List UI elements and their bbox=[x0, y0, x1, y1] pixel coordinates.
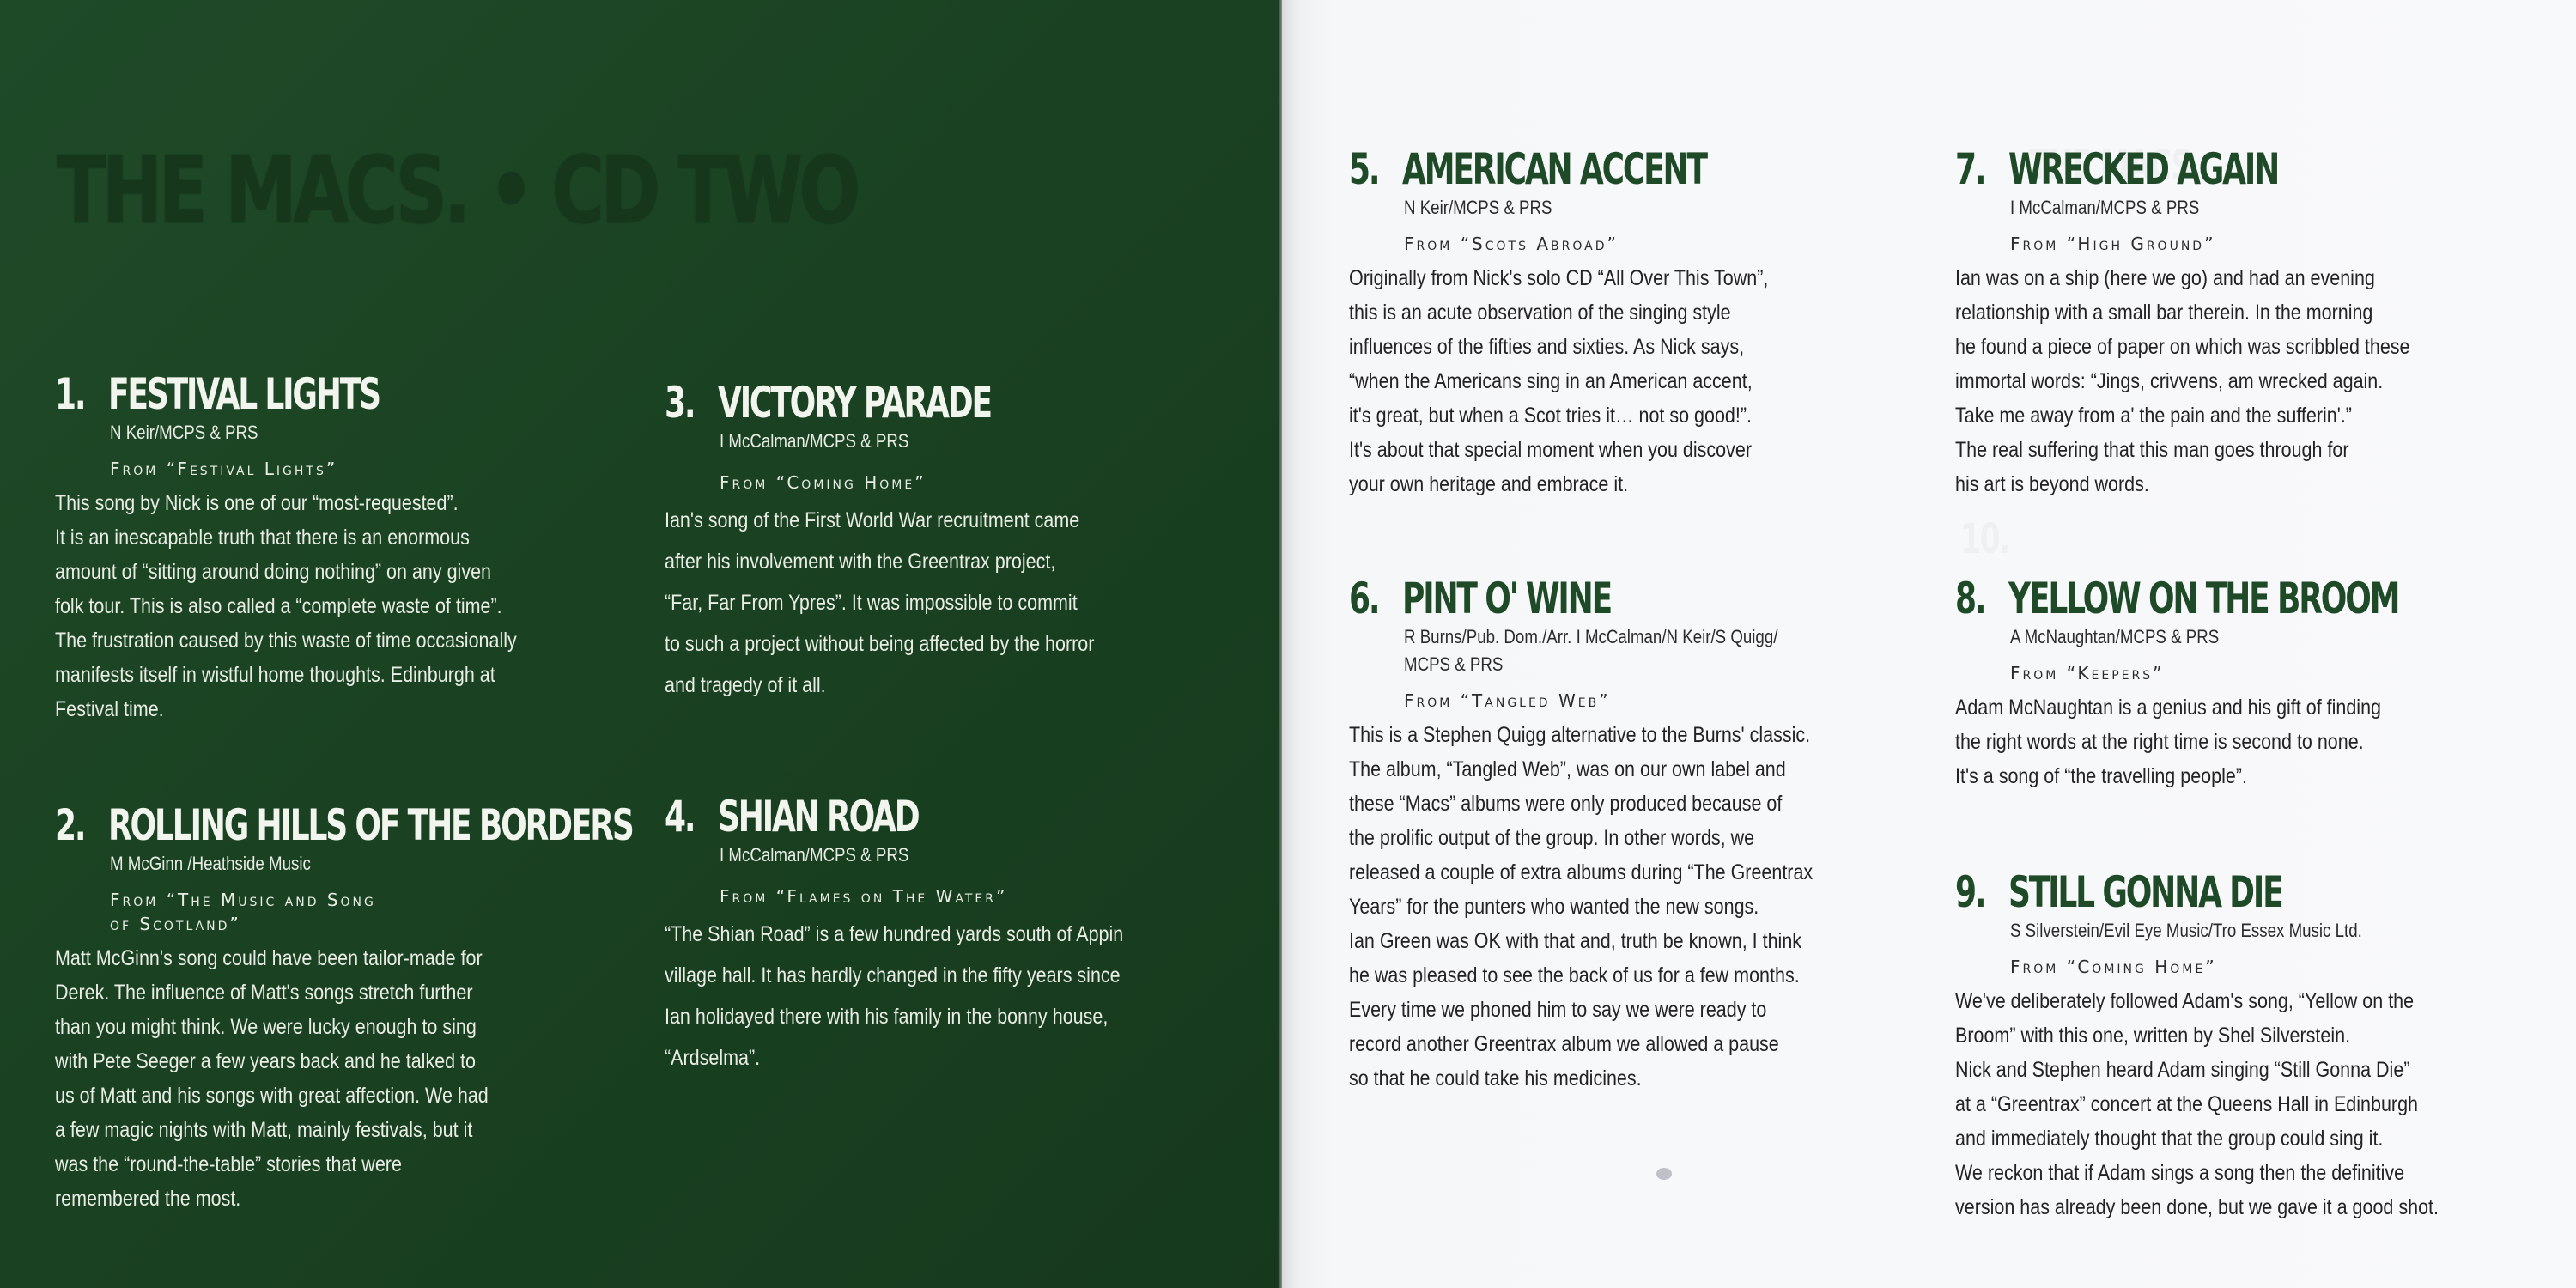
track-source: From “The Music and Song bbox=[110, 890, 376, 910]
note-line: Derek. The influence of Matt's songs stretch further bbox=[55, 981, 473, 1005]
track-credit: A McNaughtan/MCPS & PRS bbox=[2010, 626, 2220, 647]
track-source-line2: of Scotland” bbox=[110, 914, 241, 934]
note-line: and tragedy of it all. bbox=[665, 673, 826, 697]
track-source: From “Festival Lights” bbox=[110, 459, 338, 479]
track-credit: N Keir/MCPS & PRS bbox=[110, 422, 258, 443]
track-number: 8. bbox=[1955, 574, 1985, 623]
track-source: From “Tangled Web” bbox=[1404, 690, 1611, 711]
page-title: THE MACS. • CD TWO bbox=[57, 137, 857, 245]
track-source: From “Flames on The Water” bbox=[720, 886, 1008, 907]
track-notes bbox=[1955, 261, 2409, 501]
track-heading bbox=[1955, 144, 2484, 194]
track-notes bbox=[665, 500, 1094, 706]
track-title: PINT O' WINE bbox=[1402, 574, 1612, 623]
track-credit: M McGinn /Heathside Music bbox=[110, 853, 311, 874]
note-line: at a “Greentrax” concert at the Queens Hall in Edinburgh bbox=[1955, 1092, 2418, 1116]
note-line: he found a piece of paper on which was scribbled these bbox=[1955, 335, 2410, 359]
note-line: so that he could take his medicines. bbox=[1349, 1066, 1642, 1091]
track-number: 6. bbox=[1349, 574, 1379, 623]
note-line: “The Shian Road” is a few hundred yards south of Appin bbox=[665, 922, 1124, 946]
right-page bbox=[1282, 0, 2576, 1288]
note-line: your own heritage and embrace it. bbox=[1349, 472, 1629, 496]
note-line: his art is beyond words. bbox=[1955, 472, 2149, 496]
track-title: WRECKED AGAIN bbox=[2008, 144, 2279, 194]
track-source: From “Coming Home” bbox=[2010, 957, 2217, 977]
track-notes bbox=[1349, 718, 1813, 1096]
track-credit-line2: MCPS & PRS bbox=[1404, 653, 1504, 675]
track-credit: I McCalman/MCPS & PRS bbox=[2010, 197, 2200, 218]
note-line: he was pleased to see the back of us for a few months. bbox=[1349, 963, 1800, 987]
note-line: folk tour. This is also called a “complete waste of time”. bbox=[55, 594, 502, 618]
note-line: Ian's song of the First World War recruitment came bbox=[665, 508, 1080, 532]
track-number: 4. bbox=[665, 792, 695, 841]
track-heading bbox=[1349, 574, 1888, 623]
track-6 bbox=[1349, 574, 1888, 1096]
track-3 bbox=[665, 378, 1164, 706]
track-number: 1. bbox=[55, 369, 85, 419]
track-notes bbox=[55, 941, 727, 1216]
note-line: We've deliberately followed Adam's song, “Yellow on the bbox=[1955, 989, 2415, 1013]
note-line: This song by Nick is one of our “most-requested”. bbox=[55, 491, 459, 515]
track-number: 9. bbox=[1955, 867, 1985, 917]
note-line: Originally from Nick's solo CD “All Over This Town”, bbox=[1349, 266, 1769, 290]
track-notes bbox=[55, 486, 517, 726]
note-line: relationship with a small bar therein. In the morning bbox=[1955, 301, 2373, 325]
track-heading bbox=[1955, 867, 2518, 917]
note-line: than you might think. We were lucky enough to sing bbox=[55, 1015, 477, 1039]
track-heading bbox=[55, 369, 592, 419]
note-line: after his involvement with the Greentrax project, bbox=[665, 550, 1056, 574]
track-heading bbox=[665, 792, 1198, 841]
note-line: and immediately thought that the group could sing it. bbox=[1955, 1127, 2384, 1151]
note-line: Years” for the punters who wanted the new songs. bbox=[1349, 895, 1759, 919]
track-title: FESTIVAL LIGHTS bbox=[108, 369, 380, 419]
note-line: Broom” with this one, written by Shel Silverstein. bbox=[1955, 1024, 2351, 1048]
note-line: “Far, Far From Ypres”. It was impossible to commit bbox=[665, 591, 1078, 615]
track-heading bbox=[665, 378, 1164, 428]
track-title: SHIAN ROAD bbox=[718, 792, 919, 841]
note-line: it's great, but when a Scot tries it… not so good!”. bbox=[1349, 404, 1752, 428]
note-line: version has already been done, but we gave it a good shot. bbox=[1955, 1195, 2439, 1219]
track-source: From “Scots Abroad” bbox=[1404, 234, 1619, 254]
note-line: influences of the fifties and sixties. As Nick says, bbox=[1349, 335, 1745, 359]
note-line: manifests itself in wistful home thoughts. Edinburgh at bbox=[55, 663, 495, 687]
track-source: From “Keepers” bbox=[2010, 663, 2165, 683]
note-line: Matt McGinn's song could have been tailor-made for bbox=[55, 946, 483, 970]
note-line: a few magic nights with Matt, mainly festivals, but it bbox=[55, 1118, 473, 1142]
track-source: From “High Ground” bbox=[2010, 234, 2216, 254]
note-line: The frustration caused by this waste of time occasionally bbox=[55, 629, 517, 653]
note-line: these “Macs” albums were only produced because of bbox=[1349, 792, 1783, 816]
note-line: amount of “sitting around doing nothing” on any given bbox=[55, 560, 491, 584]
note-line: us of Matt and his songs with great affection. We had bbox=[55, 1084, 489, 1108]
left-page bbox=[0, 0, 1282, 1288]
note-line: This is a Stephen Quigg alternative to the Burns' classic. bbox=[1349, 723, 1811, 747]
track-title: YELLOW ON THE BROOM bbox=[2008, 574, 2399, 623]
note-line: village hall. It has hardly changed in the fifty years since bbox=[665, 963, 1121, 987]
note-line: Ian Green was OK with that and, truth be known, I think bbox=[1349, 929, 1802, 953]
note-line: Nick and Stephen heard Adam singing “Still Gonna Die” bbox=[1955, 1058, 2410, 1082]
note-line: It's about that special moment when you discover bbox=[1349, 438, 1752, 462]
note-line: The real suffering that this man goes through for bbox=[1955, 438, 2349, 462]
track-number: 5. bbox=[1349, 144, 1379, 194]
track-5 bbox=[1349, 144, 1837, 501]
track-title: VICTORY PARADE bbox=[718, 378, 991, 428]
note-line: Ian holidayed there with his family in the bonny house, bbox=[665, 1005, 1109, 1029]
track-number: 3. bbox=[665, 378, 695, 428]
track-number: 2. bbox=[55, 800, 85, 850]
track-1 bbox=[55, 369, 592, 726]
note-line: We reckon that if Adam sings a song then the definitive bbox=[1955, 1161, 2405, 1185]
track-credit: I McCalman/MCPS & PRS bbox=[720, 430, 909, 452]
track-heading bbox=[1349, 144, 1837, 194]
note-line: The album, “Tangled Web”, was on our own label and bbox=[1349, 757, 1786, 781]
note-line: Adam McNaughtan is a genius and his gift of finding bbox=[1955, 696, 2381, 720]
note-line: Festival time. bbox=[55, 697, 164, 721]
note-line: was the “round-the-table” stories that were bbox=[55, 1152, 402, 1176]
track-7 bbox=[1955, 144, 2484, 501]
track-notes bbox=[1349, 261, 1768, 501]
track-8 bbox=[1955, 574, 2550, 793]
print-speck bbox=[1656, 1168, 1672, 1180]
track-notes bbox=[1955, 690, 2467, 793]
track-title: ROLLING HILLS OF THE BORDERS bbox=[108, 800, 633, 850]
note-line: immortal words: “Jings, crivvens, am wrecked again. bbox=[1955, 369, 2384, 393]
track-heading bbox=[1955, 574, 2550, 623]
note-line: “Ardselma”. bbox=[665, 1046, 761, 1070]
note-line: to such a project without being affected by the horror bbox=[665, 632, 1095, 656]
note-line: the prolific output of the group. In other words, we bbox=[1349, 826, 1755, 850]
note-line: record another Greentrax album we allowed a pause bbox=[1349, 1032, 1779, 1056]
track-source: From “Coming Home” bbox=[720, 472, 927, 493]
track-9 bbox=[1955, 867, 2518, 1224]
note-line: “when the Americans sing in an American accent, bbox=[1349, 369, 1753, 393]
note-line: Ian was on a ship (here we go) and had an evening bbox=[1955, 266, 2375, 290]
track-notes bbox=[1955, 984, 2439, 1224]
show-through-text bbox=[1960, 515, 2009, 563]
note-line: It's a song of “the travelling people”. bbox=[1955, 764, 2247, 788]
track-credit: I McCalman/MCPS & PRS bbox=[720, 844, 909, 866]
note-line: remembered the most. bbox=[55, 1187, 241, 1211]
note-line: this is an acute observation of the singing style bbox=[1349, 301, 1731, 325]
note-line: Take me away from a' the pain and the sufferin'.” bbox=[1955, 404, 2352, 428]
track-credit: S Silverstein/Evil Eye Music/Tro Essex Music Ltd. bbox=[2010, 920, 2362, 941]
track-title: AMERICAN ACCENT bbox=[1402, 144, 1706, 194]
track-title: STILL GONNA DIE bbox=[2008, 867, 2282, 917]
track-notes bbox=[665, 914, 1123, 1078]
track-credit: R Burns/Pub. Dom./Arr. I McCalman/N Keir/S Quigg/ bbox=[1404, 626, 1778, 647]
note-line: the right words at the right time is second to none. bbox=[1955, 730, 2364, 754]
note-line: Every time we phoned him to say we were ready to bbox=[1349, 998, 1767, 1022]
note-line: with Pete Seeger a few years back and he talked to bbox=[55, 1049, 477, 1073]
note-line: released a couple of extra albums during “The Greentrax bbox=[1349, 860, 1814, 884]
track-number: 7. bbox=[1955, 144, 1985, 194]
note-line: It is an inescapable truth that there is an enormous bbox=[55, 526, 470, 550]
track-credit: N Keir/MCPS & PRS bbox=[1404, 197, 1552, 218]
track-4 bbox=[665, 792, 1198, 1078]
